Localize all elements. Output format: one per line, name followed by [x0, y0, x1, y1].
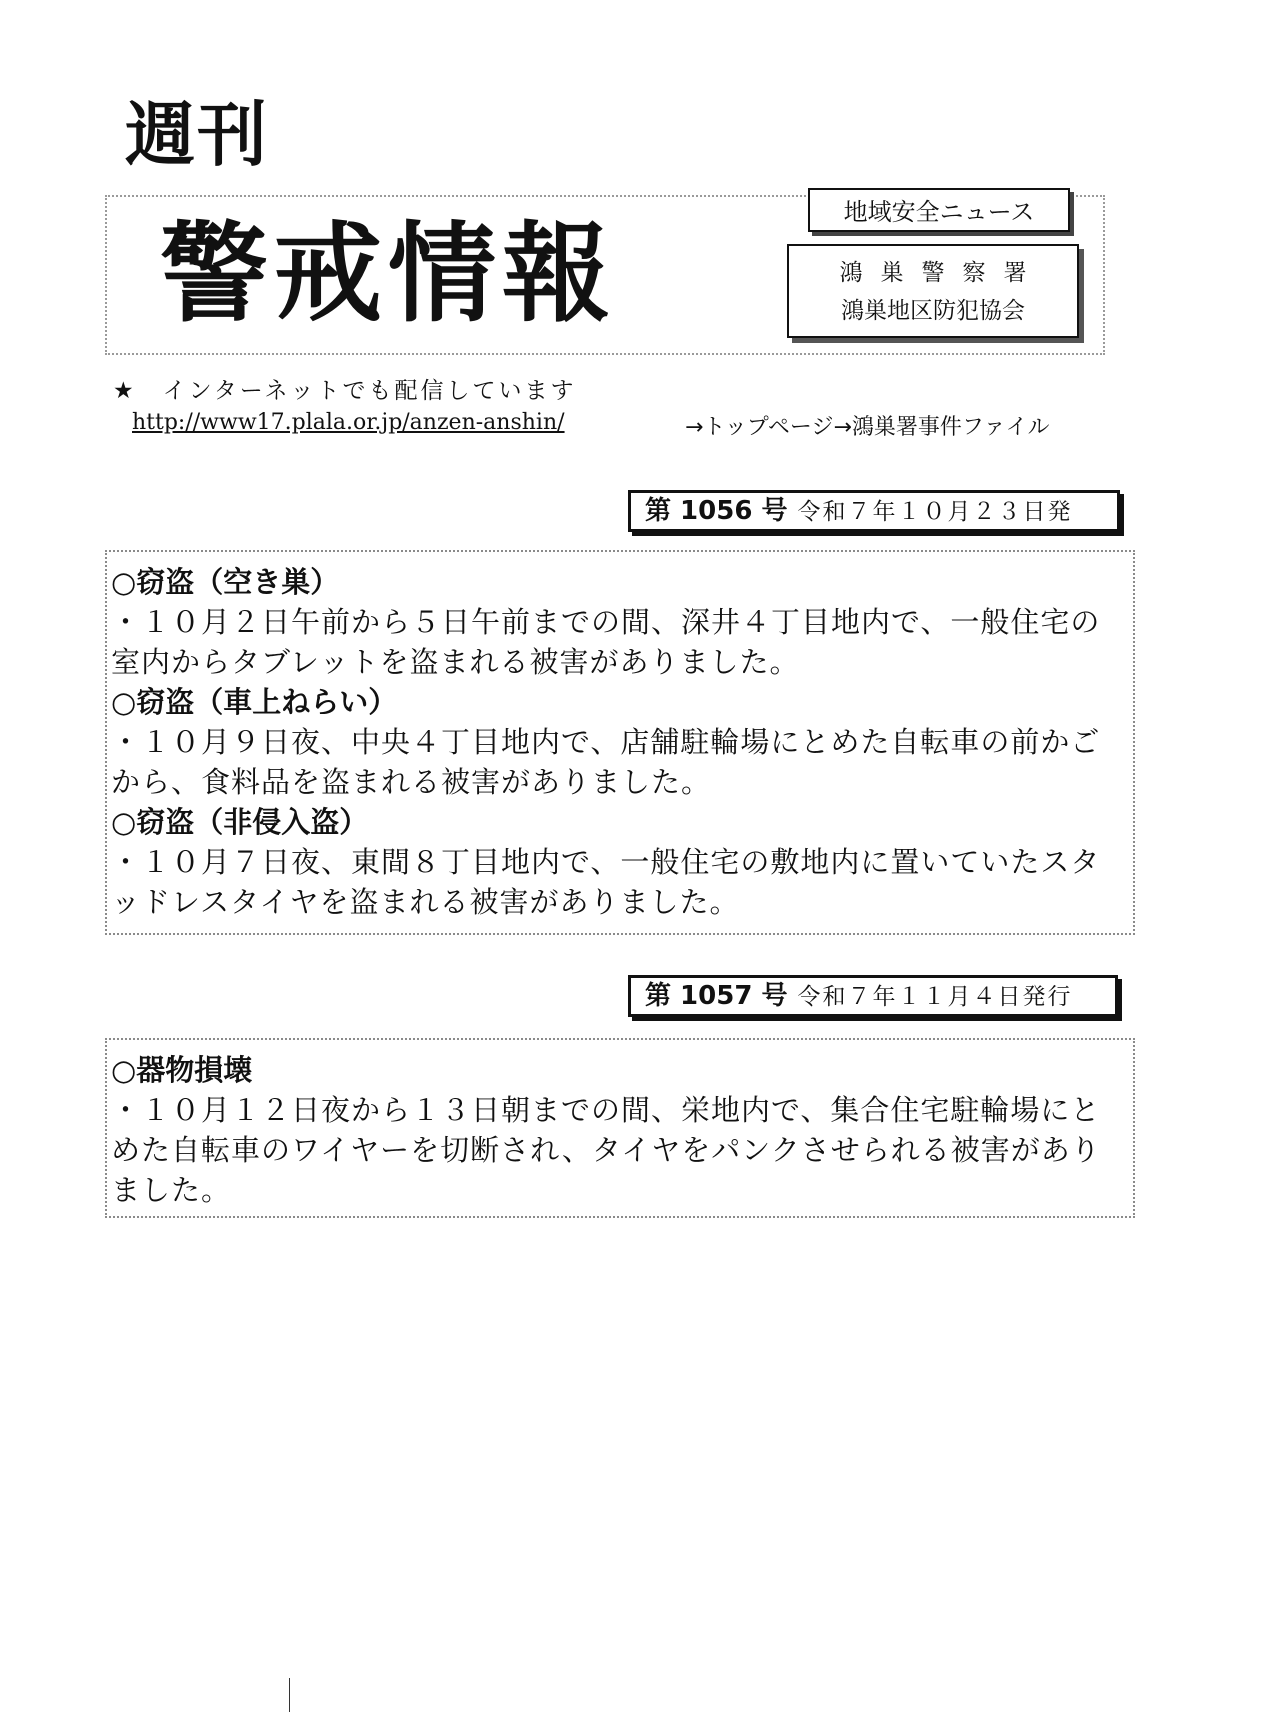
crime-prevention-association: 鴻巣地区防犯協会: [841, 298, 1025, 324]
website-url[interactable]: http://www17.plala.or.jp/anzen-anshin/: [132, 410, 565, 435]
weekly-label: 週刊: [125, 94, 269, 176]
scan-mark: [289, 1678, 290, 1712]
incident-text: ・１０月２日午前から５日午前までの間、深井４丁目地内で、一般住宅の室内からタブレットを盗まれる被害がありました。: [111, 605, 1101, 679]
issue-number: 第 1057 号: [645, 981, 788, 1011]
police-station-name: 鴻巣警察署: [839, 260, 1045, 286]
incident-text: ・１０月７日夜、東間８丁目地内で、一般住宅の敷地内に置いていたスタッドレスタイヤを盗まれる被害がありました。: [111, 845, 1101, 919]
navigation-path: →トップページ→鴻巣署事件ファイル: [685, 415, 1050, 440]
internet-notice: ★ インターネットでも配信しています: [113, 378, 577, 404]
issue-date: 令和７年１０月２３日発: [797, 499, 1073, 525]
incident-text: ・１０月１２日夜から１３日朝までの間、栄地内で、集合住宅駐輪場にとめた自転車のワイヤーを切断され、タイヤをパンクさせられる被害がありました。: [111, 1093, 1101, 1207]
issue-header: [628, 975, 1118, 1017]
issue-panel: [105, 550, 1135, 935]
news-category-label: 地域安全ニュース: [808, 188, 1070, 232]
incident-text: ・１０月９日夜、中央４丁目地内で、店舗駐輪場にとめた自転車の前かごから、食料品を盗まれる被害がありました。: [111, 725, 1101, 799]
issue-header: [628, 490, 1120, 532]
incident-heading: ○器物損壊: [111, 1053, 253, 1087]
publisher-box: [787, 244, 1079, 338]
incident-heading: ○窃盗（空き巣）: [111, 565, 340, 599]
incident-heading: ○窃盗（車上ねらい）: [111, 685, 398, 719]
issue-date: 令和７年１１月４日発行: [797, 984, 1073, 1010]
issue-number: 第 1056 号: [645, 496, 788, 526]
issue-panel: [105, 1038, 1135, 1218]
incident-heading: ○窃盗（非侵入盗）: [111, 805, 369, 839]
page-title: 警戒情報: [160, 212, 617, 337]
